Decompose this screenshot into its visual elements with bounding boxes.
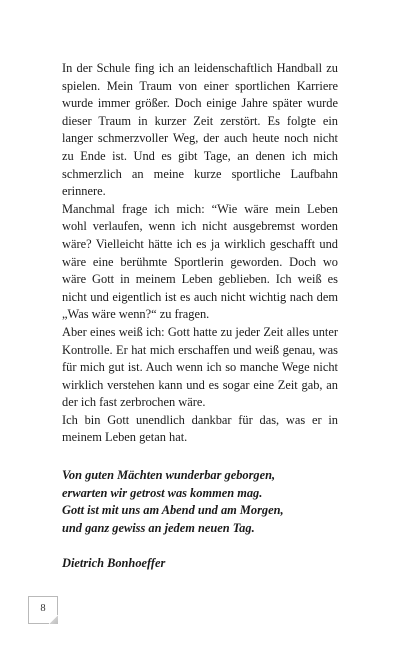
poem-line: erwarten wir getrost was kommen mag. <box>62 485 263 500</box>
poem-line: und ganz gewiss an jedem neuen Tag. <box>62 520 255 535</box>
quote-author: Dietrich Bonhoeffer <box>62 556 166 571</box>
page-number-box <box>28 596 58 624</box>
body-paragraph: Aber eines weiß ich: Gott hatte zu jeder Zeit alles unter Kontrolle. Er hat mich erschaffen und weiß genau, was für mich gut ist. Auch wenn ich so manche Wege nicht wirklich verstehen kann und es sogar eine Zeit gab, an der ich fast zerbrochen wäre. <box>62 324 338 410</box>
body-paragraph: Manchmal frage ich mich: “Wie wäre mein Leben wohl verlaufen, wenn ich nicht ausgebremst worden wäre? Vielleicht hätte ich es ja wirklich geschafft und wäre eine berühmte Sportlerin geworden. Doch wo wäre Gott in meinem Leben geblieben. Ich weiß es nicht und eigentlich ist es auch nicht wichtig nach dem „Was wäre wenn?“ zu fragen. <box>62 201 338 322</box>
poem-line: Gott ist mit uns am Abend und am Morgen, <box>62 503 284 518</box>
poem-line: Von guten Mächten wunderbar geborgen, <box>62 468 276 483</box>
page-content <box>62 60 338 573</box>
page-number: 8 <box>40 603 46 614</box>
poem-quote <box>62 467 338 537</box>
body-paragraph: Ich bin Gott unendlich dankbar für das, was er in meinem Leben getan hat. <box>62 412 338 445</box>
body-paragraph: In der Schule fing ich an leidenschaftlich Handball zu spielen. Mein Traum von einer sportlichen Karriere wurde immer größer. Doch einige Jahre später wurde dieser Traum in kurzer Zeit zerstört. Es folgte ein langer schmerzvoller Weg, der auch heute noch nicht zu Ende ist. Und es gibt Tage, an denen ich mich schmerzlich an meine kurze sportliche Laufbahn erinnere. <box>62 61 338 199</box>
